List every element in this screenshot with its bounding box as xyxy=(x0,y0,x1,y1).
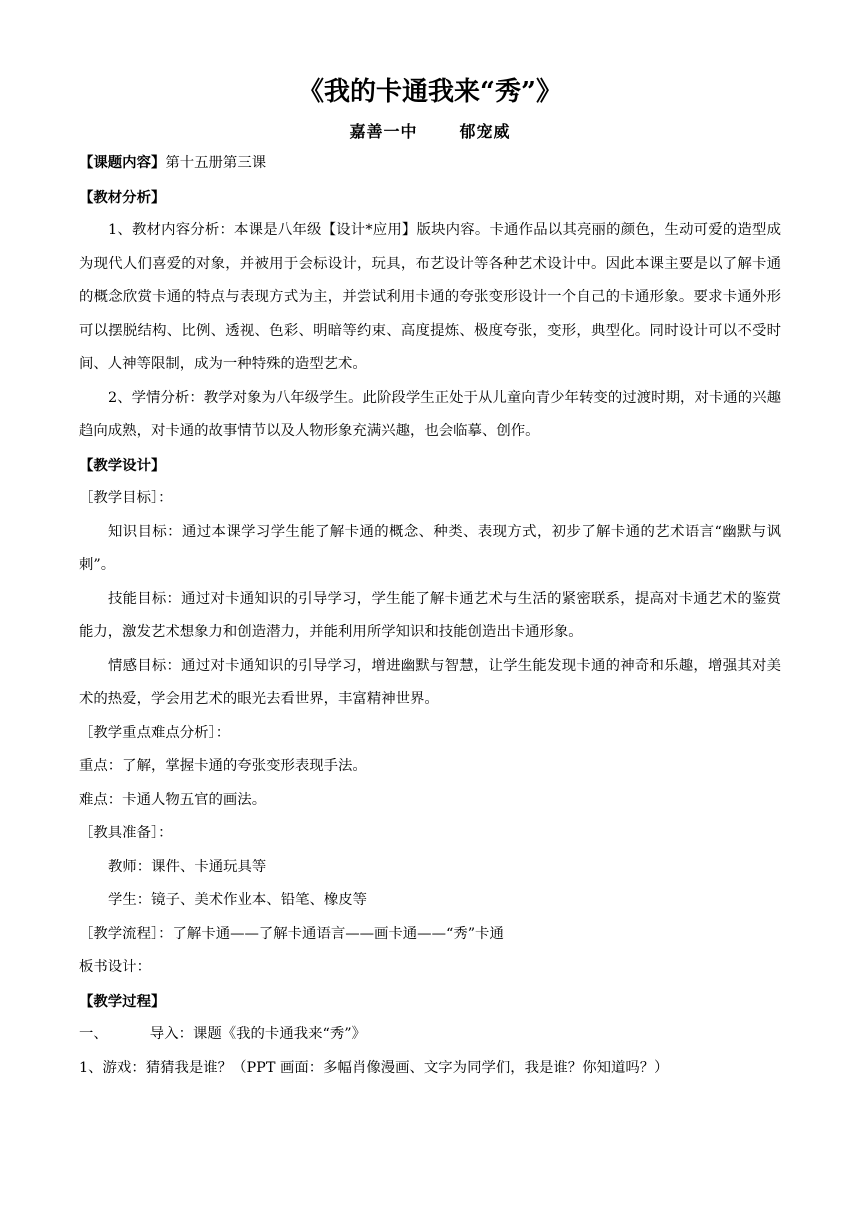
step-1 xyxy=(79,1018,781,1052)
goals-label: ［教学目标］： xyxy=(79,490,173,506)
topic-label: 【课题内容】 xyxy=(79,154,166,171)
step-1-number: 一、 xyxy=(79,1026,108,1042)
tools-teacher: 教师：课件、卡通玩具等 xyxy=(108,858,267,875)
author-line xyxy=(79,120,781,144)
document-title: 《我的卡通我来“秀”》 xyxy=(298,77,562,107)
game-line: 1、游戏：猜猜我是谁？（PPT 画面：多幅肖像漫画、文字为同学们，我是谁？你知道吗？） xyxy=(79,1059,669,1076)
board-design: 板书设计： xyxy=(79,959,151,975)
tools-student: 学生：镜子、美术作业本、铅笔、橡皮等 xyxy=(108,892,368,908)
school-name: 嘉善一中 xyxy=(349,122,418,141)
process-heading: 【教学过程】 xyxy=(79,992,166,1010)
topic-line xyxy=(79,146,781,181)
goal-skill: 技能目标：通过对卡通知识的引导学习，学生能了解卡通艺术与生活的紧密联系，提高对卡通艺术的鉴赏能力，激发艺术想象力和创造潜力，并能利用所学知识和技能创造出卡通形象。 xyxy=(79,590,781,640)
author-name: 郁宠威 xyxy=(459,122,511,141)
difficult-point: 难点：卡通人物五官的画法。 xyxy=(79,791,267,808)
goal-emotion: 情感目标：通过对卡通知识的引导学习，增进幽默与智慧，让学生能发现卡通的神奇和乐趣，增强其对美术的热爱，学会用艺术的眼光去看世界，丰富精神世界。 xyxy=(79,657,781,707)
design-heading: 【教学设计】 xyxy=(79,456,166,474)
teaching-flow: ［教学流程］：了解卡通——了解卡通语言——画卡通——“秀”卡通 xyxy=(79,925,504,942)
key-label: ［教学重点难点分析］： xyxy=(79,724,231,741)
material-heading: 【教材分析】 xyxy=(79,188,166,206)
document-page xyxy=(79,72,781,1085)
material-paragraph-1: 1、教材内容分析：本课是八年级【设计*应用】版块内容。卡通作品以其亮丽的颜色，生动可爱的造型成为现代人们喜爱的对象，并被用于会标设计，玩具，布艺设计等各种艺术设计中。因此本课主要是以了解卡通的概念欣赏卡通的特点与表现方式为主，并尝试利用卡通的夸张变形设计一个自己的卡通形象。要求卡通外形可以摆脱结构、比例、透视、色彩、明暗等约束、高度提炼、极度夸张，变形，典型化。同时设计可以不受时间、人神等限制，成为一种特殊的造型艺术。 xyxy=(79,222,781,372)
tools-label: ［教具准备］： xyxy=(79,825,173,841)
goal-knowledge: 知识目标：通过本课学习学生能了解卡通的概念、种类、表现方式，初步了解卡通的艺术语言“幽默与讽刺”。 xyxy=(79,523,781,573)
key-point: 重点：了解，掌握卡通的夸张变形表现手法。 xyxy=(79,758,367,774)
material-paragraph-2: 2、学情分析：教学对象为八年级学生。此阶段学生正处于从儿童向青少年转变的过渡时期，对卡通的兴趣趋向成熟，对卡通的故事情节以及人物形象充满兴趣，也会临摹、创作。 xyxy=(79,389,781,439)
topic-value: 第十五册第三课 xyxy=(165,155,267,171)
step-1-text: 导入：课题《我的卡通我来“秀”》 xyxy=(149,1026,366,1042)
